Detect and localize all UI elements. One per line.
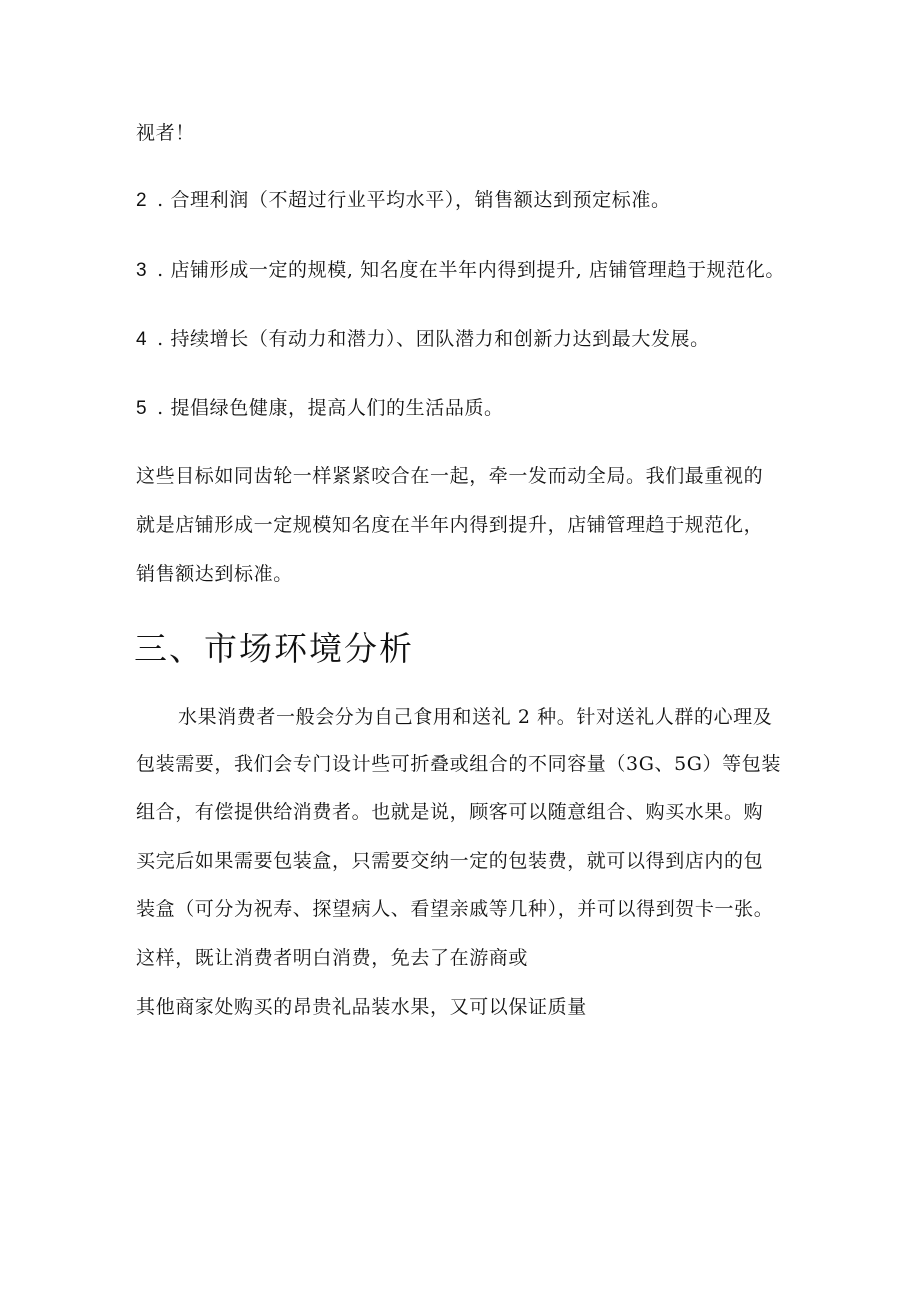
summary-line-3: 销售额达到标准。 xyxy=(136,563,293,585)
goal-text: . 合理利润（不超过行业平均水平），销售额达到预定标准。 xyxy=(157,189,671,211)
goal-text: . 店铺形成一定的规模, 知名度在半年内得到提升, 店铺管理趋于规范化。 xyxy=(157,259,786,281)
goal-text: . 持续增长（有动力和潜力）、团队潜力和创新力达到最大发展。 xyxy=(157,328,710,350)
paragraph-line-3: 组合，有偿提供给消费者。也就是说，顾客可以随意组合、购买水果。购 xyxy=(136,801,764,823)
goal-number: 3 xyxy=(136,260,148,281)
goal-item-3 xyxy=(136,257,785,284)
goal-item-2 xyxy=(136,187,671,214)
summary-line-1: 这些目标如同齿轮一样紧紧咬合在一起，牵一发而动全局。我们最重视的 xyxy=(136,465,764,487)
text-line-continuation xyxy=(136,120,195,146)
paragraph-line-5: 装盒（可分为祝寿、探望病人、看望亲戚等几种），并可以得到贺卡一张。 xyxy=(136,898,774,920)
paragraph-line-2: 包装需要，我们会专门设计些可折叠或组合的不同容量（3G、5G）等包装 xyxy=(136,753,781,775)
goal-text: . 提倡绿色健康，提高人们的生活品质。 xyxy=(157,397,504,419)
goal-item-4 xyxy=(136,326,710,353)
paragraph-line-4: 买完后如果需要包装盒，只需要交纳一定的包装费，就可以得到店内的包 xyxy=(136,850,764,872)
paragraph-line-7: 其他商家处购买的昂贵礼品装水果，又可以保证质量 xyxy=(136,996,587,1018)
paragraph-line-1: 水果消费者一般会分为自己食用和送礼 2 种。针对送礼人群的心理及 xyxy=(178,706,773,728)
section-title: 三、市场环境分析 xyxy=(134,629,414,668)
goal-number: 2 xyxy=(136,190,148,211)
goal-number: 4 xyxy=(136,329,148,350)
goal-number: 5 xyxy=(136,398,148,419)
paragraph-line-6: 这样，既让消费者明白消费，免去了在游商或 xyxy=(136,947,529,969)
goal-item-5 xyxy=(136,395,504,422)
line-text: 视者！ xyxy=(136,122,195,144)
summary-line-2: 就是店铺形成一定规模知名度在半年内得到提升，店铺管理趋于规范化， xyxy=(136,514,764,536)
